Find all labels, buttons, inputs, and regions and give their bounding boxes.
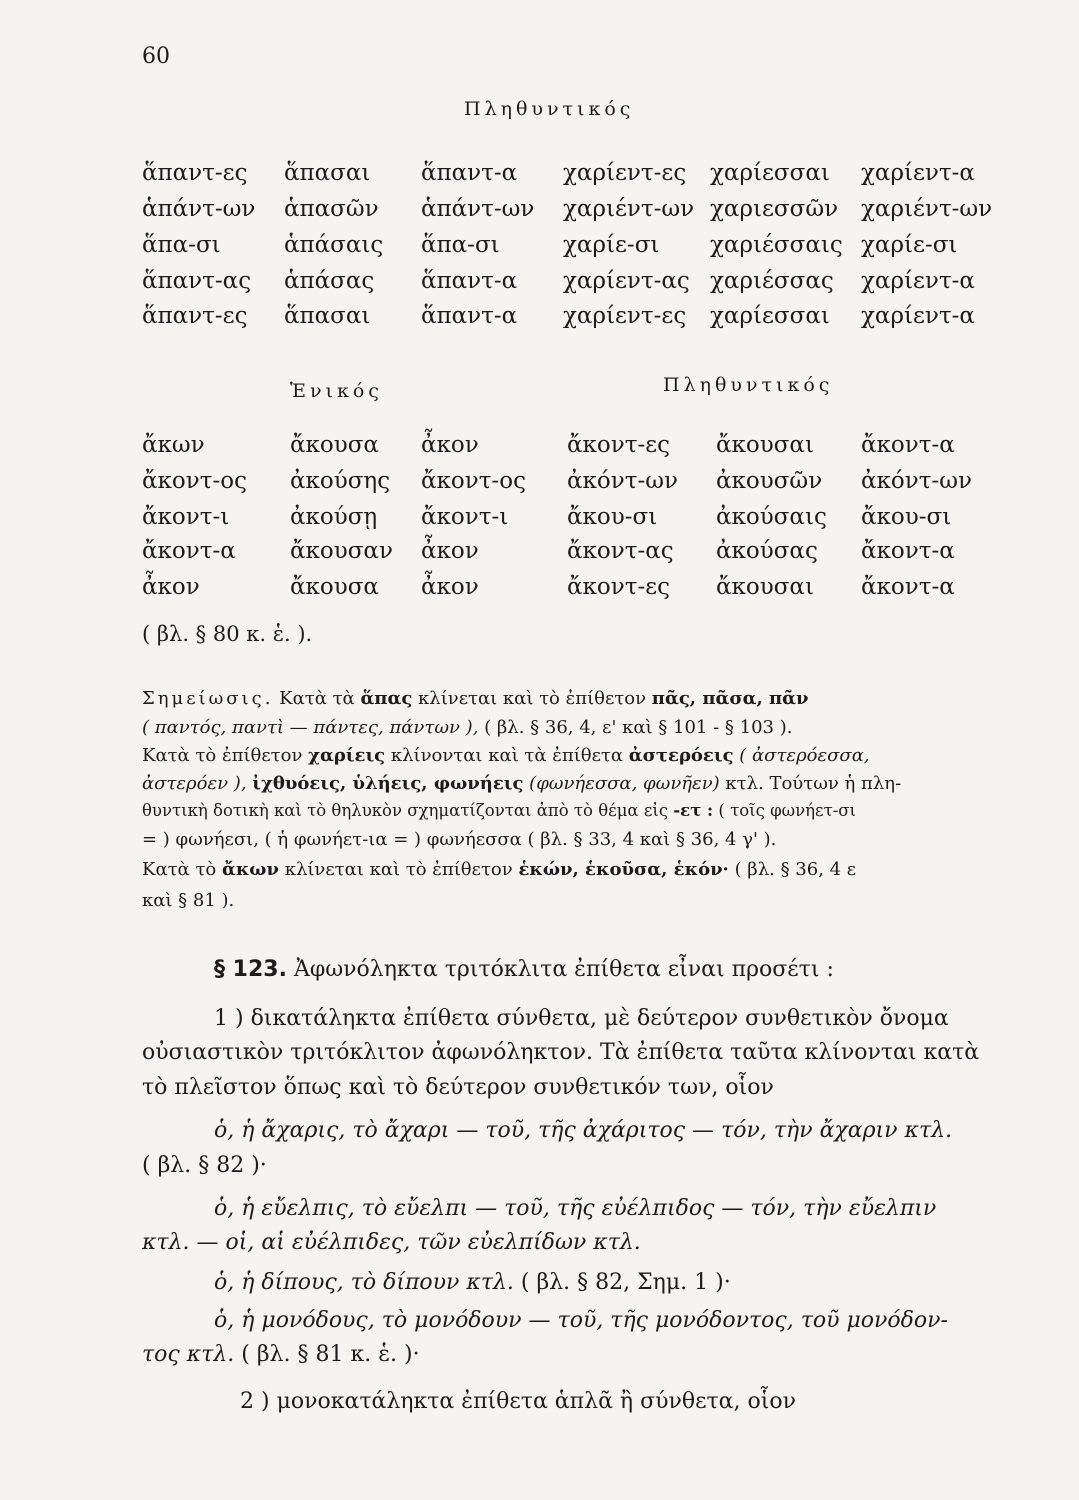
note-line [142, 801, 856, 820]
note-line [142, 745, 870, 766]
table-cell: χαριεσσῶν [710, 196, 839, 222]
body-line: οὐσιαστικὸν τριτόκλιτον ἀφωνόληκτον. Τὰ ἐπίθετα ταῦτα κλίνονται κατὰ [142, 1040, 980, 1065]
table-cell: ἄκοντ-ες [567, 432, 671, 458]
section-title: Ἀφωνόληκτα τριτόκλιτα ἐπίθετα εἶναι προσέτι : [293, 957, 834, 982]
table-cell: χαριέσσαις [710, 232, 843, 258]
table-cell: ἄκοντ-ι [142, 504, 230, 530]
example-line [214, 1118, 952, 1143]
table-cell: ἀκούσης [290, 468, 391, 494]
cross-reference: ( βλ. § 80 κ. ἑ. ). [142, 622, 313, 646]
table-cell: ἅπαντ-ες [142, 160, 248, 186]
table-cell: ἄκοντ-α [861, 574, 955, 600]
note-text-italic: (φωνήεσσα, φωνῆεν) [529, 773, 720, 794]
table-cell: ἆκον [421, 538, 479, 564]
table-cell: ἄκοντ-ος [421, 468, 526, 494]
note-text-italic: ἀστερόεν ), [142, 773, 247, 794]
note-keyword: ἰχθυόεις, ὑλήεις, φωνήεις [252, 773, 524, 794]
body-line: τὸ πλεῖστον ὅπως καὶ τὸ δεύτερον συνθετικόν των, οἷον [142, 1075, 774, 1100]
body-line: 2 ) μονοκατάληκτα ἐπίθετα ἁπλᾶ ἢ σύνθετα, οἷον [240, 1389, 797, 1414]
note-keyword: χαρίεις [308, 745, 386, 766]
table-cell: ἀκόντ-ων [567, 468, 678, 494]
table-cell: χαρίεσσαι [710, 160, 830, 186]
example-line [142, 1230, 641, 1255]
note-text: Κατὰ τὸ ἐπίθετον [142, 745, 303, 766]
note-keyword: πᾶς, πᾶσα, πᾶν [651, 688, 809, 709]
table-heading-plural: Πληθυντικός [464, 98, 635, 120]
body-line: 1 ) δικατάληκτα ἐπίθετα σύνθετα, μὲ δεύτερον συνθετικὸν ὄνομα [214, 1006, 949, 1031]
example-line [214, 1270, 731, 1295]
note-text: ( βλ. § 36, 4 ε [734, 859, 857, 880]
table-cell: ἄκοντ-ας [567, 538, 674, 564]
cross-reference: ( βλ. § 82 )· [142, 1153, 267, 1178]
note-line [142, 829, 776, 850]
note-line [142, 859, 856, 880]
table-cell: ἅπαντ-α [421, 160, 518, 186]
example-line [214, 1196, 936, 1221]
note-line [142, 890, 234, 911]
table-cell: ἅπαντ-α [421, 268, 518, 294]
example-text: κτλ. — οἱ, αἱ εὐέλπιδες, τῶν εὐελπίδων κτλ. [142, 1230, 641, 1255]
note-text: θυντικὴ δοτικὴ καὶ τὸ θηλυκὸν σχηματίζονται ἀπὸ τὸ θέμα εἰς [142, 801, 669, 820]
table-cell: ἀκούσας [716, 538, 818, 564]
note-label: Σημείωσις. [142, 688, 274, 709]
note-keyword: -ετ : [673, 801, 714, 820]
note-text-italic: ( ἀστερόεσσα, [739, 745, 870, 766]
note-line [142, 773, 901, 794]
table-cell: ἀκούσαις [716, 504, 827, 530]
example-text: ὁ, ἡ ἄχαρις, τὸ ἄχαρι — τοῦ, τῆς ἀχάριτος — τόν, τὴν ἄχαριν κτλ. [214, 1118, 953, 1143]
table-cell: ἄκουσαι [716, 432, 814, 458]
section-heading [214, 957, 834, 982]
table-cell: ἅπασαι [284, 160, 371, 186]
table-cell: ἀκόντ-ων [861, 468, 972, 494]
table-cell: ἅπαντ-α [421, 303, 518, 329]
table-cell: χαρίεντ-ας [563, 268, 690, 294]
table-cell: ἄκουσαι [716, 574, 814, 600]
table-cell: ἄκουσα [290, 432, 379, 458]
example-line [214, 1308, 948, 1333]
table-cell: ἄκοντ-ι [421, 504, 509, 530]
table-cell: χαρίεντ-ες [563, 303, 687, 329]
table-cell: ἁπάσας [284, 268, 375, 294]
table-cell: ἅπα-σι [142, 232, 221, 258]
table-cell: ἄκων [142, 432, 205, 458]
note-text: = ) φωνήεσι, ( ἡ φωνήετ-ια = ) φωνήεσσα ( βλ. § 33, 4 καὶ § 36, 4 γ' ). [142, 829, 777, 850]
table-cell: ἄκου-σι [567, 504, 658, 530]
table-cell: χαριέντ-ων [563, 196, 695, 222]
table-cell: ἀκούσῃ [290, 504, 378, 530]
table-cell: ἄκοντ-α [861, 432, 955, 458]
example-text: τος κτλ. [142, 1342, 235, 1367]
page-number: 60 [142, 44, 170, 69]
example-text: ὁ, ἡ δίπους, τὸ δίπουν κτλ. [214, 1270, 514, 1295]
table-cell: ἁπάντ-ων [421, 196, 535, 222]
table-cell: χαρίεσσαι [710, 303, 830, 329]
table-cell: ἆκον [142, 574, 200, 600]
note-line [142, 717, 792, 738]
note-text: κλίνονται καὶ τὰ ἐπίθετα [390, 745, 624, 766]
table-cell: χαρίε-σι [563, 232, 660, 258]
example-line [142, 1342, 420, 1367]
note-text: Κατὰ τὸ [142, 859, 217, 880]
note-text-italic: ( παντός, παντὶ — πάντες, πάντων ), [142, 717, 479, 738]
note-keyword: ἄκων [221, 859, 279, 880]
table-cell: χαρίε-σι [861, 232, 958, 258]
table-cell: χαριέντ-ων [861, 196, 993, 222]
table-cell: ἅπαντ-ας [142, 268, 252, 294]
table-cell: ἄκουσαν [290, 538, 393, 564]
table-cell: ἄκοντ-α [861, 538, 955, 564]
table-heading-singular: Ἑνικός [290, 380, 383, 402]
table-cell: ἁπάσαις [284, 232, 384, 258]
table-cell: χαρίεντ-α [861, 160, 975, 186]
cross-reference: ( βλ. § 81 κ. ἑ. )· [241, 1342, 420, 1367]
note-text: ( τοῖς φωνήετ-σι [718, 801, 857, 820]
note-keyword: ἀστερόεις [628, 745, 734, 766]
note-text: κλίνεται καὶ τὸ ἐπίθετον [284, 859, 513, 880]
table-cell: χαρίεντ-α [861, 303, 975, 329]
example-text: ὁ, ἡ μονόδους, τὸ μονόδουν — τοῦ, τῆς μονόδοντος, τοῦ μονόδον- [214, 1308, 948, 1333]
note-line [142, 688, 809, 709]
note-keyword: ἅπας [360, 688, 413, 709]
table-cell: ἄκου-σι [861, 504, 952, 530]
table-cell: ἅπασαι [284, 303, 371, 329]
table-cell: χαρίεντ-ες [563, 160, 687, 186]
table-cell: ἁπασῶν [284, 196, 379, 222]
cross-reference: ( βλ. § 82, Σημ. 1 )· [520, 1270, 731, 1295]
table-heading-plural: Πληθυντικός [663, 374, 834, 396]
table-cell: χαρίεντ-α [861, 268, 975, 294]
example-text: ὁ, ἡ εὔελπις, τὸ εὔελπι — τοῦ, τῆς εὐέλπιδος — τόν, τὴν εὔελπιν [214, 1196, 937, 1221]
note-text: Κατὰ τὰ [279, 688, 355, 709]
table-cell: ἅπαντ-ες [142, 303, 248, 329]
table-cell: ἆκον [421, 574, 479, 600]
table-cell: ἁπάντ-ων [142, 196, 256, 222]
table-cell: ἄκοντ-ες [567, 574, 671, 600]
note-keyword: ἑκών, ἑκοῦσα, ἑκόν· [518, 859, 729, 880]
note-text: κτλ. Τούτων ἡ πλη- [725, 773, 902, 794]
table-cell: ἆκον [421, 432, 479, 458]
table-cell: ἀκουσῶν [716, 468, 823, 494]
table-cell: ἄκοντ-α [142, 538, 236, 564]
section-number: § 123. [214, 957, 287, 982]
table-cell: ἄκουσα [290, 574, 379, 600]
table-cell: ἅπα-σι [421, 232, 500, 258]
note-text: ( βλ. § 36, 4, ε' καὶ § 101 - § 103 ). [484, 717, 793, 738]
note-text: κλίνεται καὶ τὸ ἐπίθετον [418, 688, 647, 709]
table-cell: χαριέσσας [710, 268, 834, 294]
note-text: καὶ § 81 ). [142, 890, 235, 911]
table-cell: ἄκοντ-ος [142, 468, 247, 494]
